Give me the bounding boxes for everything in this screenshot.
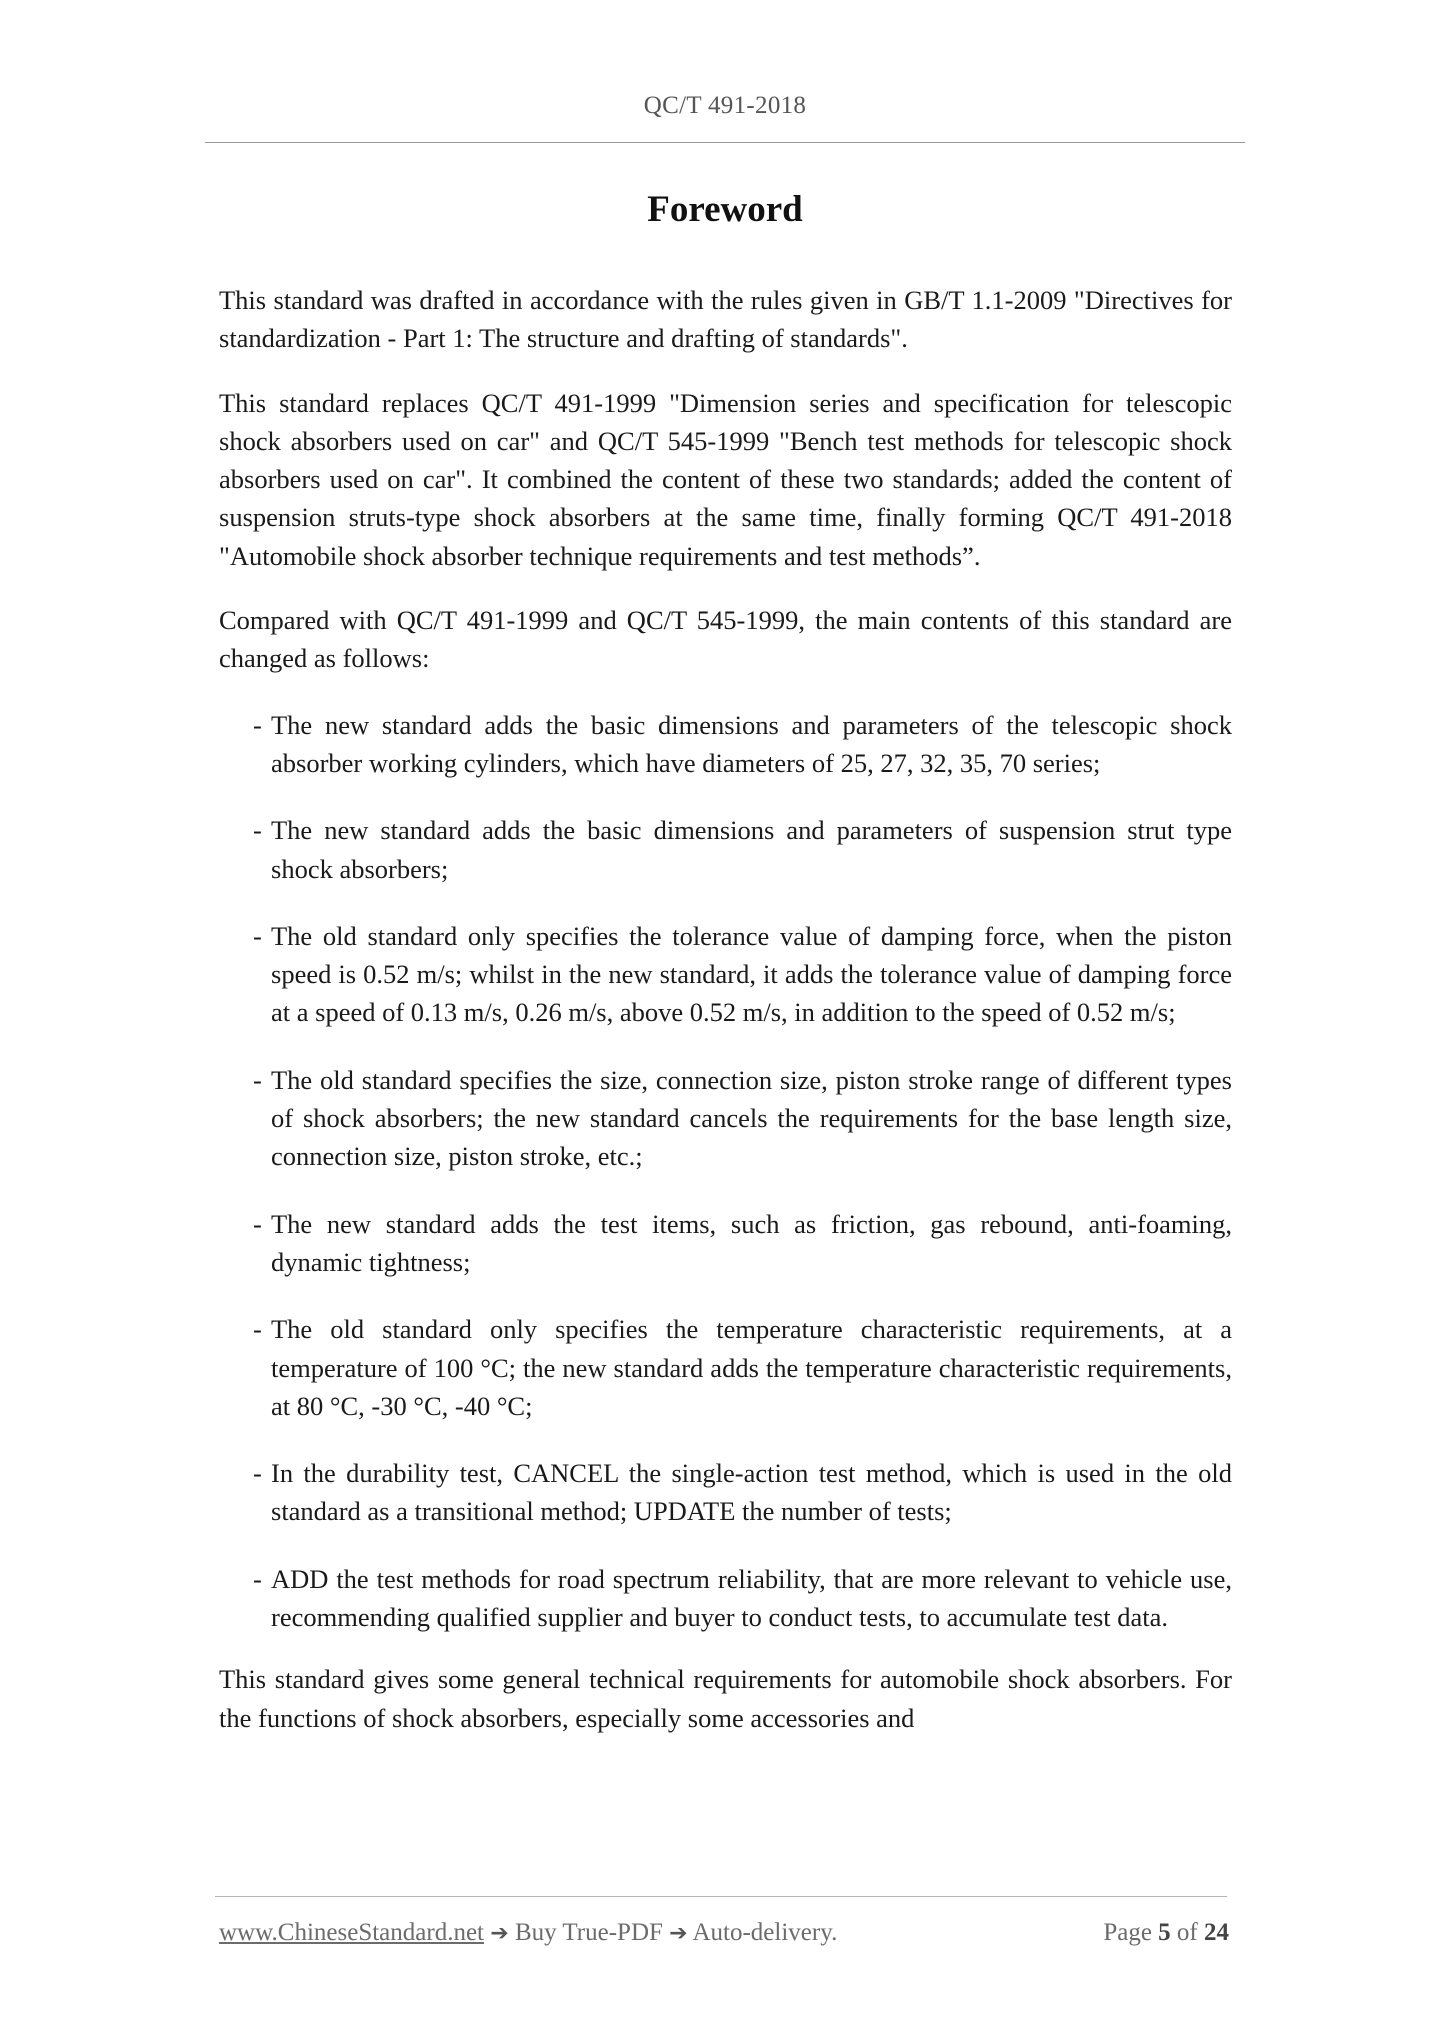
list-item [253,1454,1232,1531]
page-of-label: of [1176,1919,1198,1946]
list-item [253,706,1232,783]
paragraph-changes-intro: Compared with QC/T 491-1999 and QC/T 545-1999, the main contents of this standard are changed as follows: [219,605,1232,674]
page-total: 24 [1204,1919,1229,1946]
list-item-text: The old standard only specifies the temperature characteristic requirements, at a temperature of 100 °C; the new standard adds the temperature characteristic requirements, at 80 °C, -30 °C, -40 °C; [271,1314,1232,1421]
list-bullet: - [253,1563,262,1594]
body-content [219,281,1232,1763]
changes-list [219,706,1232,1637]
list-bullet: - [253,1314,262,1345]
paragraph-drafting-rules: This standard was drafted in accordance with the rules given in GB/T 1.1-2009 "Directives for standardization - Part 1: The structure and drafting of standards". [219,285,1232,354]
page-number [1103,1919,1229,1947]
list-bullet: - [253,1458,262,1489]
arrow-right-icon: ➔ [669,1921,688,1946]
arrow-right-icon: ➔ [490,1921,509,1946]
page-header: QC/T 491-2018 [643,92,807,119]
list-bullet: - [253,1064,262,1095]
list-item-text: In the durability test, CANCEL the single-action test method, which is used in the old standard as a transitional method; UPDATE the number of tests; [271,1458,1232,1527]
page-label: Page [1103,1919,1152,1946]
list-item [253,1310,1232,1425]
list-bullet: - [253,1208,262,1239]
page-title: Foreword [647,189,803,230]
footer-divider [215,1896,1227,1897]
list-item-text: The old standard only specifies the tolerance value of damping force, when the piston speed is 0.52 m/s; whilst in the new standard, it adds the tolerance value of damping force at a speed of 0.13 m/s, 0.26 m/s, above 0.52 m/s, in addition to the speed of 0.52 m/s; [271,920,1232,1028]
paragraph-replacement: This standard replaces QC/T 491-1999 "Dimension series and specification for telescopic shock absorbers used on car" and QC/T 545-1999 "Bench test methods for telescopic shock absorbers used on car". It combined the content of these two standards; added the content of suspension struts-type shock absorbers at the same time, finally forming QC/T 491-2018 "Automobile shock absorber technique requirements and test methods”. [219,387,1232,571]
paragraph-general-requirements: This standard gives some general technical requirements for automobile shock absorbers. For the functions of shock absorbers, especially some accessories and [219,1664,1232,1733]
list-item [253,1560,1232,1637]
list-item-text: ADD the test methods for road spectrum reliability, that are more relevant to vehicle use, recommending qualified supplier and buyer to conduct tests, to accumulate test data. [271,1563,1232,1633]
footer-promo [219,1919,837,1947]
auto-delivery-text: Auto-delivery. [692,1919,838,1946]
list-bullet: - [253,920,262,951]
list-item [253,1205,1232,1282]
list-item-text: The new standard adds the basic dimensions and parameters of suspension strut type shock absorbers; [271,815,1232,884]
buy-pdf-text: Buy True-PDF [514,1919,663,1946]
list-bullet: - [253,709,262,740]
list-item [253,917,1232,1032]
page-current: 5 [1158,1919,1171,1946]
header-divider [205,142,1245,143]
list-item [253,1061,1232,1176]
list-bullet: - [253,815,262,846]
website-link[interactable]: www.ChineseStandard.net [219,1919,484,1946]
list-item-text: The new standard adds the test items, such as friction, gas rebound, anti-foaming, dynamic tightness; [271,1208,1232,1277]
list-item [253,811,1232,888]
list-item-text: The new standard adds the basic dimensions and parameters of the telescopic shock absorber working cylinders, which have diameters of 25, 27, 32, 35, 70 series; [271,709,1232,778]
list-item-text: The old standard specifies the size, connection size, piston stroke range of different types of shock absorbers; the new standard cancels the requirements for the base length size, connection size, piston stroke, etc.; [271,1064,1232,1172]
